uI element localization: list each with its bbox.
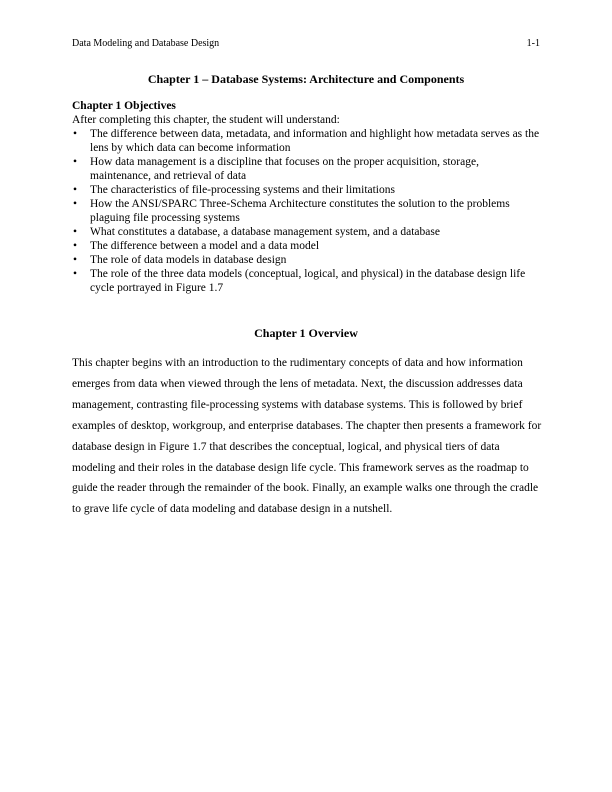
- objectives-intro: After completing this chapter, the student will understand:: [72, 114, 340, 126]
- bullet-icon: •: [73, 156, 78, 168]
- list-item-text: The difference between a model and a data model: [90, 240, 320, 252]
- list-item-text: The characteristics of file-processing systems and their limitations: [90, 184, 395, 196]
- bullet-icon: •: [73, 128, 78, 140]
- list-item: [72, 183, 540, 197]
- list-item: [72, 239, 540, 253]
- objectives-list: [72, 127, 540, 295]
- bullet-icon: •: [73, 268, 78, 280]
- bullet-icon: •: [73, 226, 78, 238]
- chapter-title: Chapter 1 – Database Systems: Architecture and Components: [147, 72, 465, 86]
- header-page-number: 1-1: [526, 38, 540, 49]
- list-item-text: The role of data models in database design: [90, 254, 287, 266]
- bullet-icon: •: [73, 184, 78, 196]
- list-item-text: The difference between data, metadata, and information and highlight how metadata serves as the lens by which data can become information: [90, 128, 540, 154]
- objectives-heading: Chapter 1 Objectives: [72, 100, 176, 112]
- list-item-text: The role of the three data models (conceptual, logical, and physical) in the database design life cycle portrayed in Figure 1.7: [90, 268, 526, 294]
- list-item: [72, 197, 540, 225]
- list-item-text: What constitutes a database, a database management system, and a database: [90, 226, 440, 238]
- list-item-text: How data management is a discipline that focuses on the proper acquisition, storage, maintenance, and retrieval of data: [90, 156, 479, 182]
- overview-heading: Chapter 1 Overview: [254, 326, 358, 340]
- list-item: [72, 253, 540, 267]
- bullet-icon: •: [73, 254, 78, 266]
- list-item: [72, 155, 540, 183]
- objectives-section: [72, 99, 540, 295]
- overview-paragraph: This chapter begins with an introduction to the rudimentary concepts of data and how information emerges from data when viewed through the lens of metadata. Next, the discussion addresses data management, contrasting file-processing systems with database systems. This is followed by brief examples of desktop, workgroup, and enterprise databases. The chapter then presents a framework for database design in Figure 1.7 that describes the conceptual, logical, and physical tiers of data modeling and their roles in the database design life cycle. This framework serves as the roadmap to guide the reader through the remainder of the book. Finally, an example walks one through the cradle to grave life cycle of data modeling and database design in a nutshell.: [72, 357, 542, 516]
- bullet-icon: •: [73, 240, 78, 252]
- list-item-text: How the ANSI/SPARC Three-Schema Architecture constitutes the solution to the problems plaguing file processing systems: [90, 198, 510, 224]
- list-item: [72, 127, 540, 155]
- bullet-icon: •: [73, 198, 78, 210]
- list-item: [72, 267, 540, 295]
- header-book-title: Data Modeling and Database Design: [72, 38, 220, 49]
- list-item: [72, 225, 540, 239]
